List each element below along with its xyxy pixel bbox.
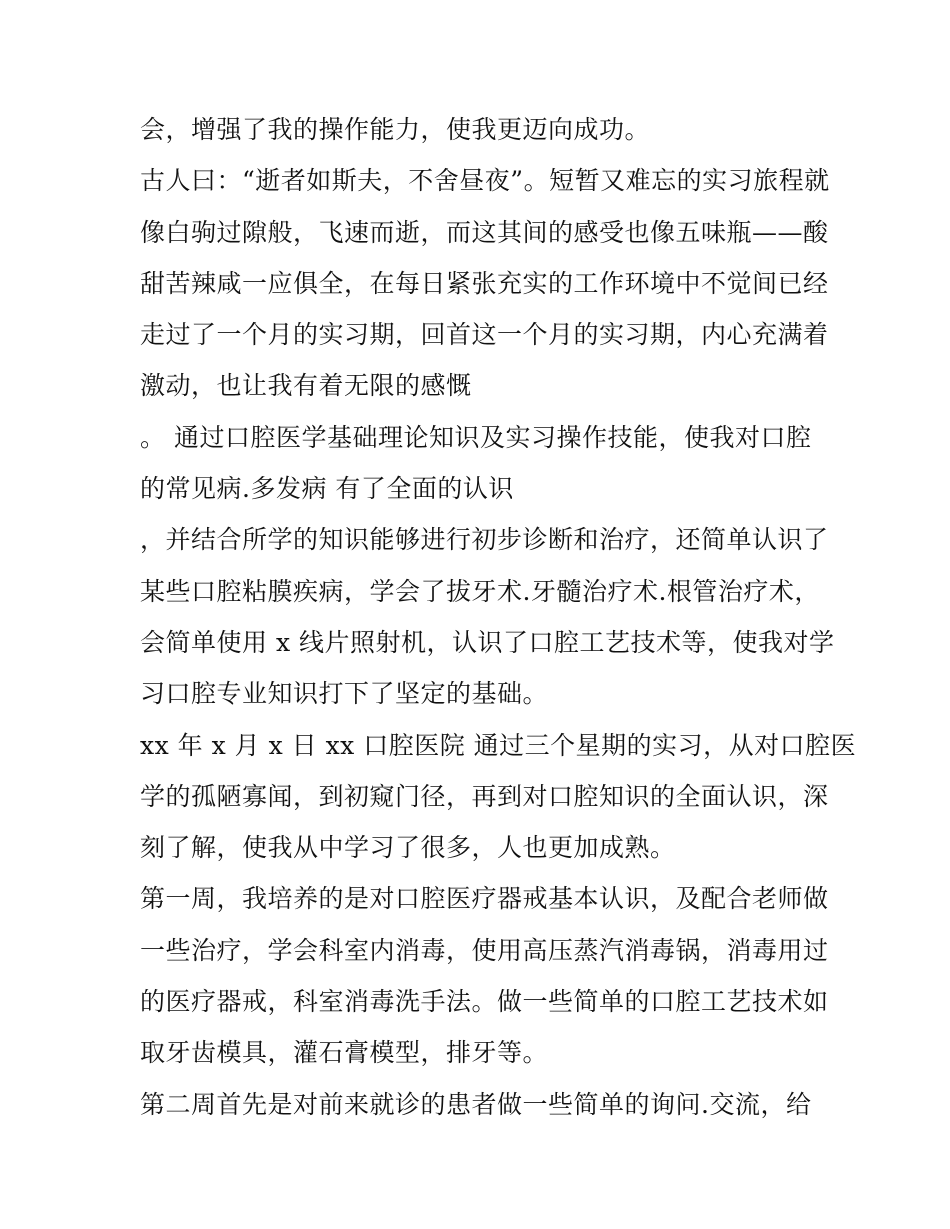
text-line: 。 通过口腔医学基础理论知识及实习操作技能，使我对口腔 xyxy=(140,422,812,452)
text-line: 刻了解，使我从中学习了很多，人也更加成熟。 xyxy=(140,833,676,863)
text-line: 走过了一个月的实习期，回首这一个月的实习期，内心充满着 xyxy=(140,320,829,350)
text-line: 甜苦辣咸一应俱全，在每日紧张充实的工作环境中不觉间已经 xyxy=(140,268,829,298)
text-line: 第二周首先是对前来就诊的患者做一些简单的询问.交流，给 xyxy=(140,1089,812,1119)
text-line: 古人曰：“逝者如斯夫，不舍昼夜”。短暂又难忘的实习旅程就 xyxy=(140,166,830,196)
text-line: 的常见病.多发病 有了全面的认识 xyxy=(140,474,514,504)
text-line: 像白驹过隙般，飞速而逝，而这其间的感受也像五味瓶——酸 xyxy=(140,217,829,247)
text-line: 习口腔专业知识打下了坚定的基础。 xyxy=(140,679,549,709)
text-line: 会，增强了我的操作能力，使我更迈向成功。 xyxy=(140,115,651,144)
text-line: 某些口腔粘膜疾病，学会了拔牙术.牙髓治疗术.根管治疗术， xyxy=(140,576,820,606)
text-line: 一些治疗，学会科室内消毒，使用高压蒸汽消毒锅，消毒用过 xyxy=(140,935,829,965)
text-line: 激动，也让我有着无限的感慨 xyxy=(140,371,472,401)
document-body xyxy=(140,104,857,1130)
text-line: 取牙齿模具，灌石膏模型，排牙等。 xyxy=(140,1038,549,1068)
text-line: xx 年 x 月 x 日 xx 口腔医院 通过三个星期的实习，从对口腔医 xyxy=(140,730,857,760)
text-line: 第一周，我培养的是对口腔医疗器戒基本认识，及配合老师做 xyxy=(140,884,829,914)
text-line: 的医疗器戒，科室消毒洗手法。做一些简单的口腔工艺技术如 xyxy=(140,987,829,1017)
text-line: 会简单使用 x 线片照射机，认识了口腔工艺技术等，使我对学 xyxy=(140,627,835,657)
text-line: ，并结合所学的知识能够进行初步诊断和治疗，还简单认识了 xyxy=(140,525,829,555)
text-line: 学的孤陋寡闻，到初窥门径，再到对口腔知识的全面认识，深 xyxy=(140,781,829,811)
